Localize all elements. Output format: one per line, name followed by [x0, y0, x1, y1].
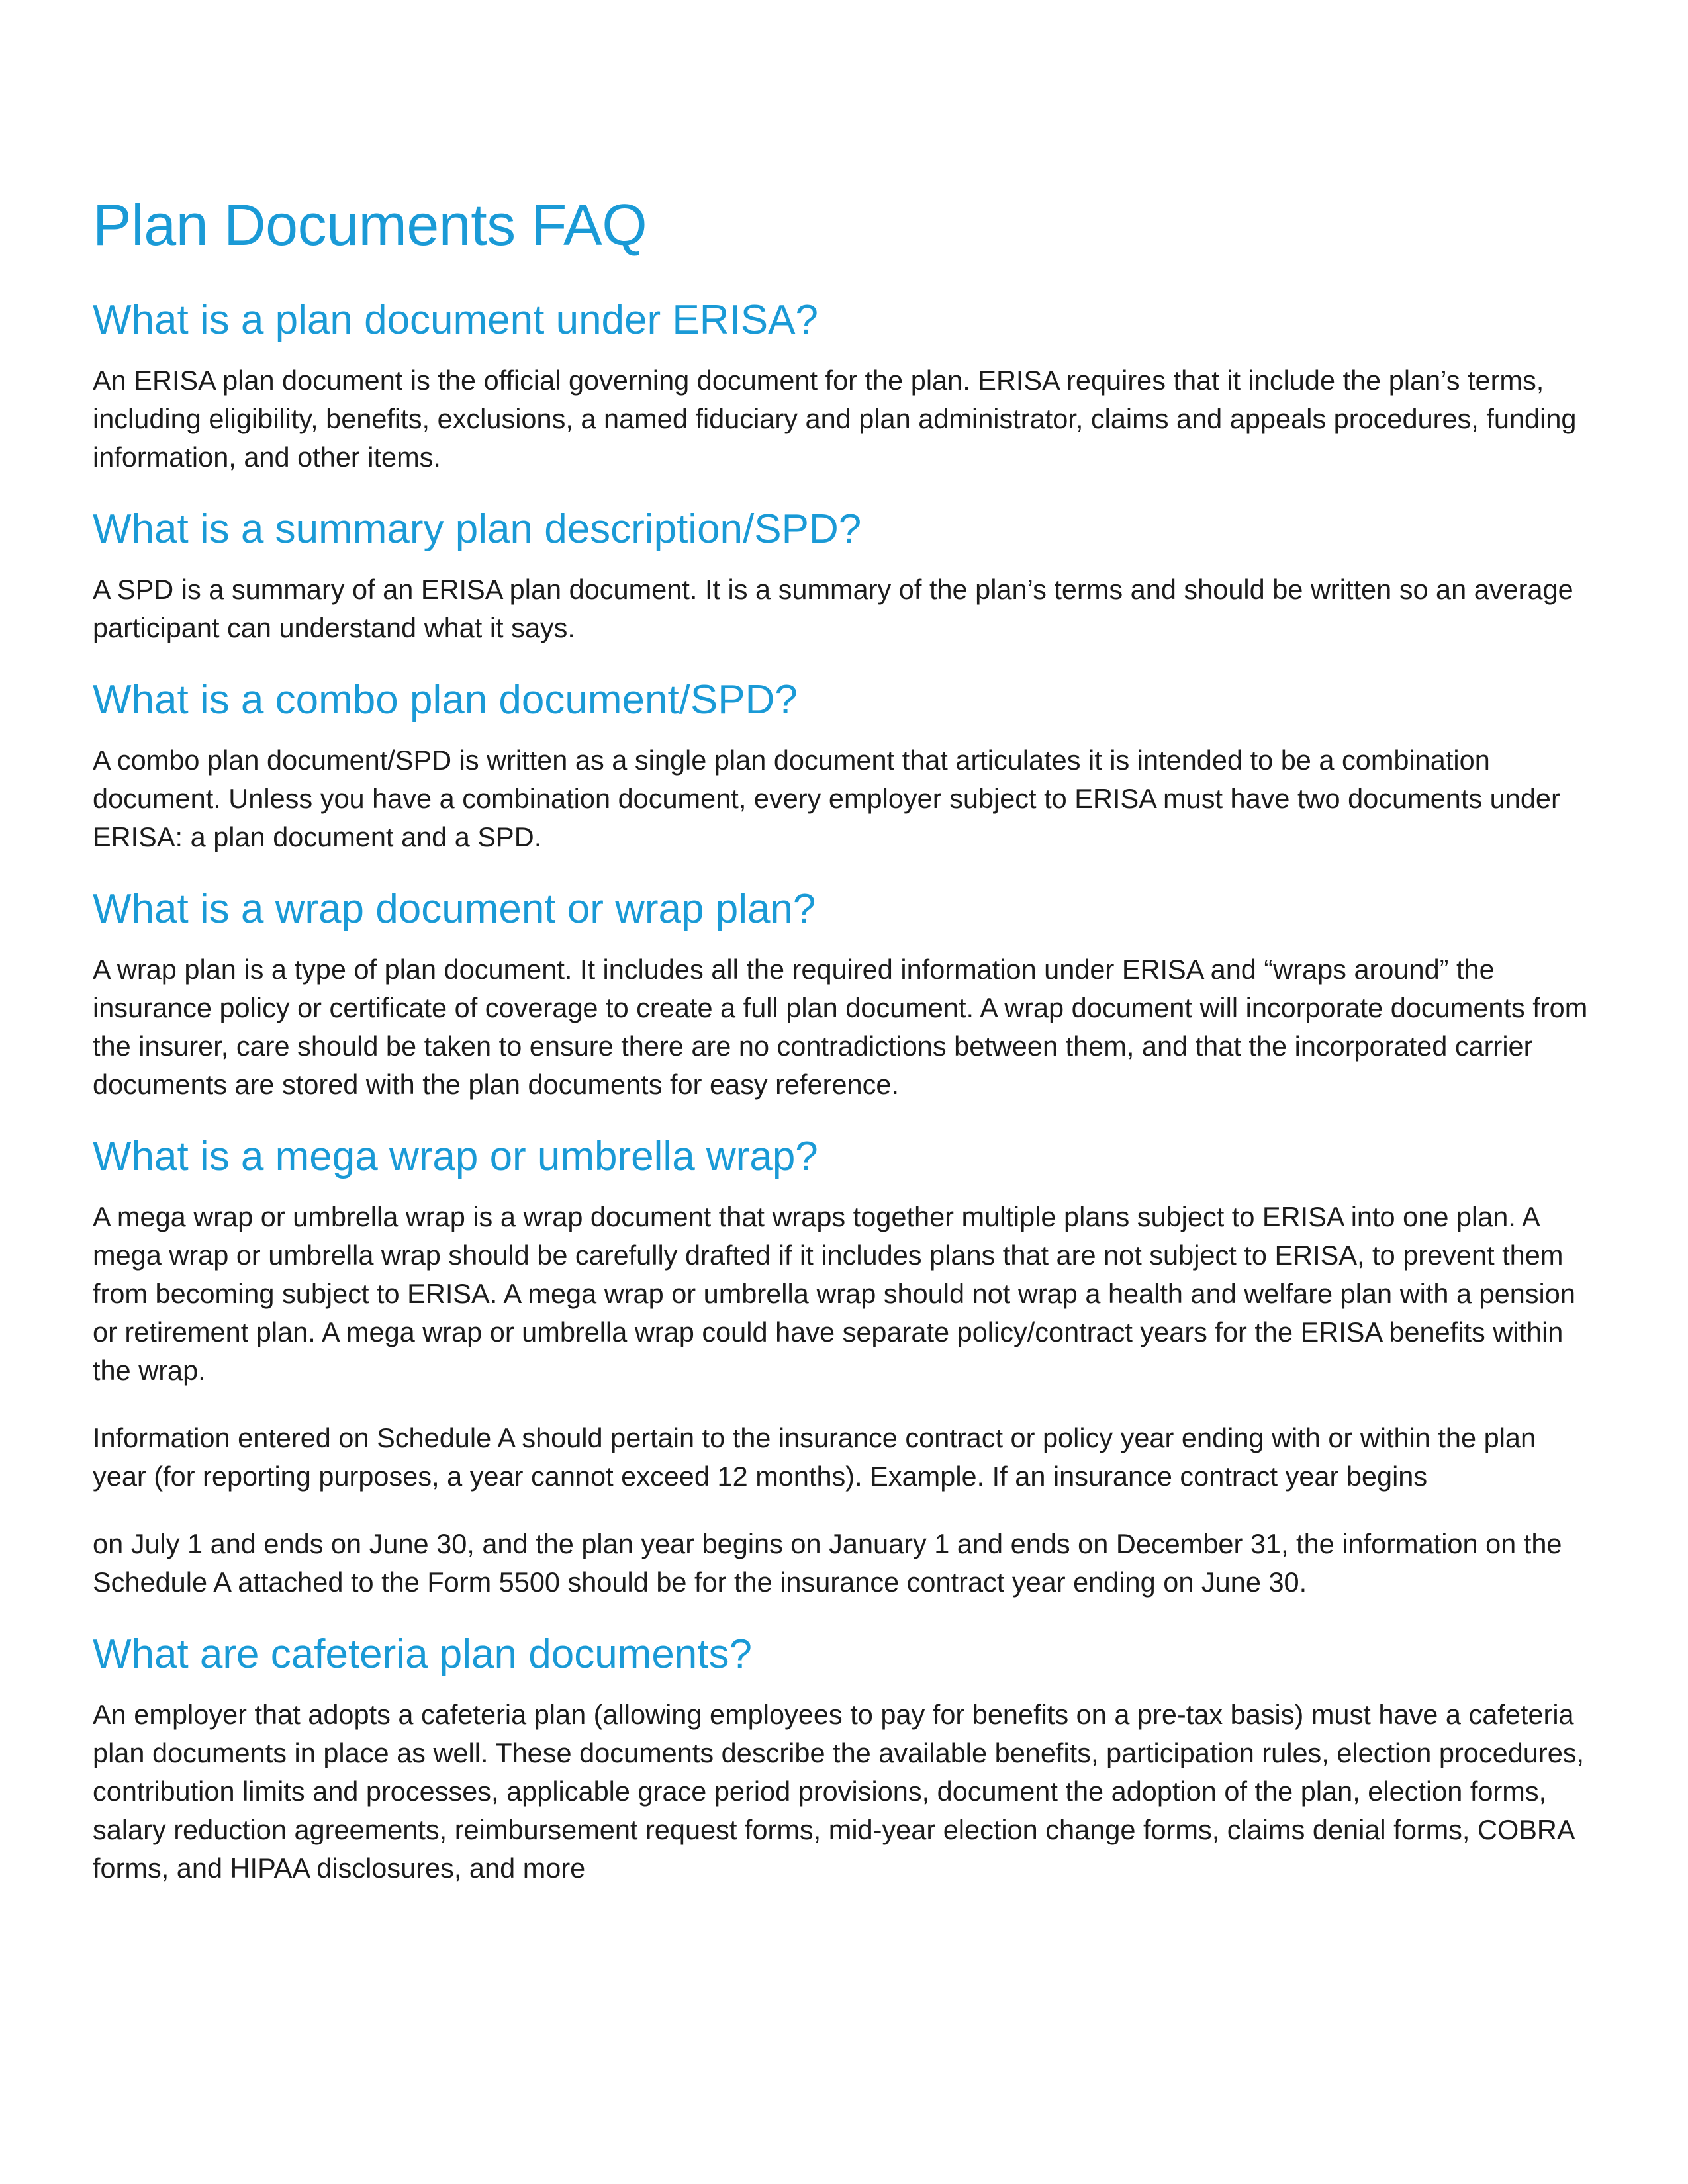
faq-item-spd — [93, 506, 1595, 647]
faq-answer: A mega wrap or umbrella wrap is a wrap document that wraps together multiple plans subject to ERISA into one plan. A mega wrap or umbrella wrap should be carefully drafted if it includes plans that are not subject to ERISA, to prevent them from becoming subject to ERISA. A mega wrap or umbrella wrap should not wrap a health and welfare plan with a pension or retirement plan. A mega wrap or umbrella wrap could have separate policy/contract years for the ERISA benefits within the wrap. — [93, 1201, 1575, 1386]
faq-question: What is a combo plan document/SPD? — [93, 677, 798, 723]
faq-answer: A wrap plan is a type of plan document. It includes all the required information under ERISA and “wraps around” the insurance policy or certificate of coverage to create a full plan document. A wrap document will incorporate documents from the insurer, care should be taken to ensure there are no contradictions between them, and that the incorporated carrier documents are stored with the plan documents for easy reference. — [93, 954, 1588, 1100]
document-page — [93, 192, 1595, 1917]
faq-question: What are cafeteria plan documents? — [93, 1631, 752, 1677]
faq-answer-schedule-a: Information entered on Schedule A should pertain to the insurance contract or policy year ending with or within the plan year (for reporting purposes, a year cannot exceed 12 months). Example. If an insurance contract year begins — [93, 1422, 1536, 1492]
faq-item-combo — [93, 676, 1595, 856]
faq-question: What is a plan document under ERISA? — [93, 297, 818, 343]
page-title: Plan Documents FAQ — [93, 192, 647, 257]
faq-answer-example: on July 1 and ends on June 30, and the plan year begins on January 1 and ends on December 31, the information on the Schedule A attached to the Form 5500 should be for the insurance contract year ending on June 30. — [93, 1528, 1562, 1598]
faq-item-plan-document — [93, 296, 1595, 477]
faq-question: What is a wrap document or wrap plan? — [93, 886, 816, 932]
faq-answer: An ERISA plan document is the official governing document for the plan. ERISA requires that it include the plan’s terms, including eligibility, benefits, exclusions, a named fiduciary and plan administrator, claims and appeals procedures, funding information, and other items. — [93, 365, 1577, 473]
faq-item-wrap — [93, 886, 1595, 1104]
faq-answer: A SPD is a summary of an ERISA plan document. It is a summary of the plan’s terms and should be written so an average participant can understand what it says. — [93, 574, 1573, 643]
faq-item-mega-wrap — [93, 1133, 1595, 1602]
faq-item-cafeteria — [93, 1631, 1595, 1888]
faq-question: What is a mega wrap or umbrella wrap? — [93, 1134, 818, 1179]
faq-answer: An employer that adopts a cafeteria plan (allowing employees to pay for benefits on a pre-tax basis) must have a cafeteria plan documents in place as well. These documents describe the available benefits, participation rules, election procedures, contribution limits and processes, applicable grace period provisions, document the adoption of the plan, election forms, salary reduction agreements, reimbursement request forms, mid-year election change forms, claims denial forms, COBRA forms, and HIPAA disclosures, and more — [93, 1699, 1585, 1884]
faq-question: What is a summary plan description/SPD? — [93, 506, 862, 552]
faq-answer: A combo plan document/SPD is written as a single plan document that articulates it is intended to be a combination document. Unless you have a combination document, every employer subject to ERISA must have two documents under ERISA: a plan document and a SPD. — [93, 745, 1560, 852]
